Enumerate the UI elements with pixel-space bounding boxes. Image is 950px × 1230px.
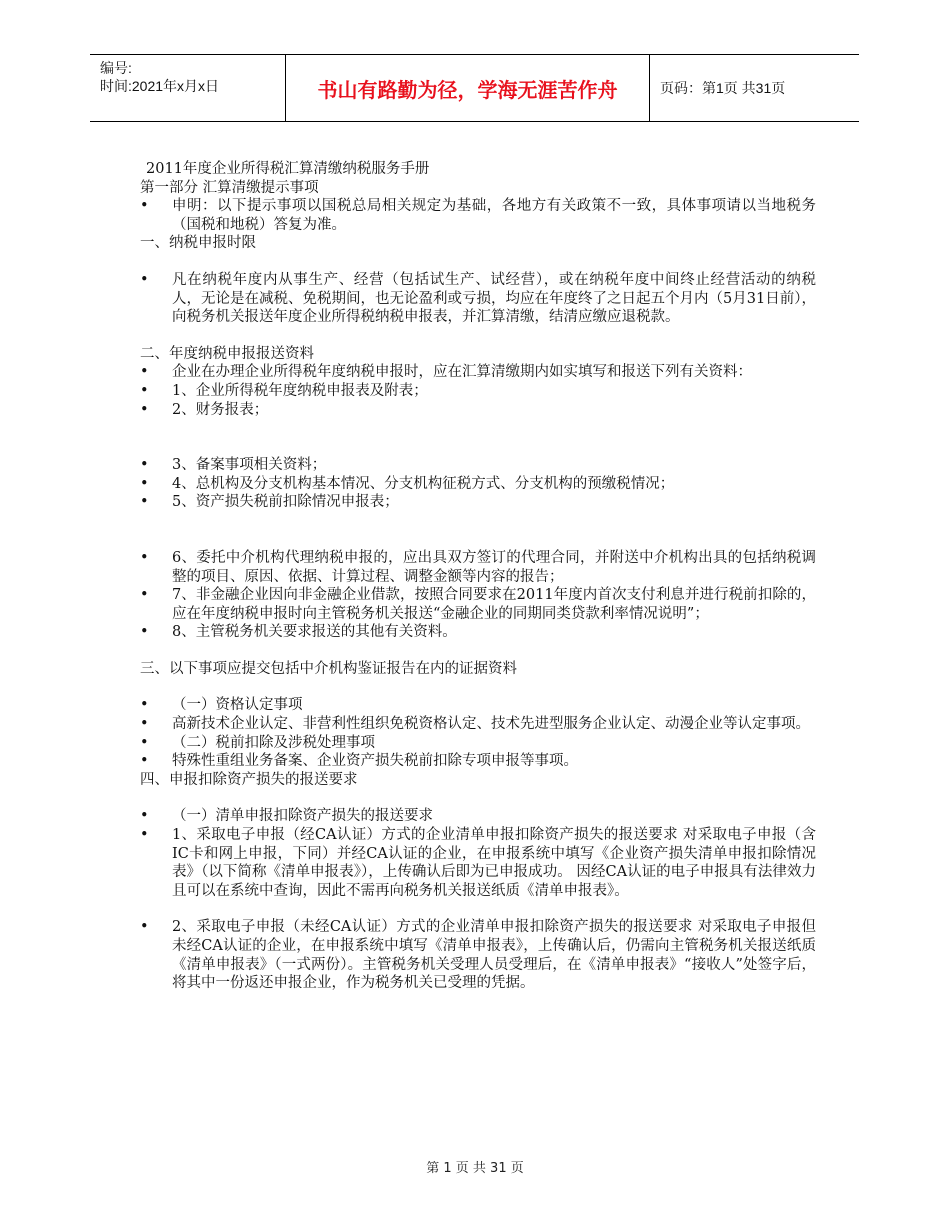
page-header bbox=[90, 54, 859, 122]
list-item: • 高新技术企业认定、非营利性组织免税资格认定、技术先进型服务企业认定、动漫企业等认定事项。 bbox=[140, 716, 810, 733]
list-item: • 特殊性重组业务备案、企业资产损失税前扣除专项申报等事项。 bbox=[140, 753, 578, 770]
bullet-icon: • bbox=[140, 808, 149, 825]
bullet-icon: • bbox=[140, 457, 149, 474]
bullet-icon: • bbox=[140, 753, 149, 770]
list-item: • 申明：以下提示事项以国税总局相关规定为基础，各地方有关政策不一致，具体事项请以当地税务（国税和地税）答复为准。 bbox=[140, 198, 816, 233]
time-label: 时间:2021年x月x日 bbox=[100, 78, 220, 94]
bullet-icon: • bbox=[140, 587, 149, 604]
document-body bbox=[140, 160, 816, 993]
bullet-icon: • bbox=[140, 382, 149, 399]
bullet-icon: • bbox=[140, 364, 149, 381]
header-motto: 书山有路勤为径，学海无涯苦作舟 bbox=[286, 55, 650, 121]
section-heading: 一、纳税申报时限 bbox=[140, 235, 256, 252]
section-heading: 三、以下事项应提交包括中介机构鉴证报告在内的证据资料 bbox=[140, 660, 517, 677]
bullet-icon: • bbox=[140, 475, 149, 492]
list-item: • 3、备案事项相关资料； bbox=[140, 457, 327, 474]
list-item: • 1、企业所得税年度纳税申报表及附表； bbox=[140, 382, 428, 399]
list-item: • 2、采取电子申报（未经CA认证）方式的企业清单申报扣除资产损失的报送要求 对采取电子申报但未经CA认证的企业，在申报系统中填写《清单申报表》，上传确认后，仍需向主管税务机关报送纸质《清单申报表》（一式两份）。主管税务机关受理人员受理后，在《清单申报表》“接收人”处签字后，将其中一份返还申报企业，作为税务机关已受理的凭据。 bbox=[140, 919, 816, 992]
section-heading: 二、年度纳税申报报送资料 bbox=[140, 345, 314, 362]
bullet-icon: • bbox=[140, 716, 149, 733]
bullet-icon: • bbox=[140, 734, 149, 751]
list-item: • 企业在办理企业所得税年度纳税申报时，应在汇算清缴期内如实填写和报送下列有关资料： bbox=[140, 364, 752, 381]
header-page-label: 页码：第1页 共31页 bbox=[660, 80, 786, 96]
bullet-icon: • bbox=[140, 549, 149, 566]
part-heading: 第一部分 汇算清缴提示事项 bbox=[140, 179, 319, 196]
bullet-icon: • bbox=[140, 624, 149, 641]
bullet-icon: • bbox=[140, 271, 149, 288]
bullet-icon: • bbox=[140, 827, 149, 844]
page-footer: 第 1 页 共 31 页 bbox=[426, 1161, 524, 1176]
header-meta bbox=[90, 55, 286, 121]
bullet-icon: • bbox=[140, 198, 149, 215]
document-title: 2011年度企业所得税汇算清缴纳税服务手册 bbox=[146, 161, 430, 177]
list-item: • （一）清单申报扣除资产损失的报送要求 bbox=[140, 808, 433, 825]
bullet-icon: • bbox=[140, 697, 149, 714]
bullet-icon: • bbox=[140, 494, 149, 511]
list-item: • 6、委托中介机构代理纳税申报的，应出具双方签订的代理合同，并附送中介机构出具的包括纳税调整的项目、原因、依据、计算过程、调整金额等内容的报告； bbox=[140, 549, 816, 585]
list-item: • （二）税前扣除及涉税处理事项 bbox=[140, 734, 375, 751]
number-label: 编号: bbox=[100, 60, 132, 76]
list-item: • 8、主管税务机关要求报送的其他有关资料。 bbox=[140, 624, 457, 641]
list-item: • 7、非金融企业因向非金融企业借款，按照合同要求在2011年度内首次支付利息并进行税前扣除的，应在年度纳税申报时向主管税务机关报送“金融企业的同期同类贷款利率情况说明”； bbox=[140, 587, 816, 622]
list-item: • 凡在纳税年度内从事生产、经营（包括试生产、试经营），或在纳税年度中间终止经营活动的纳税人，无论是在减税、免税期间，也无论盈利或亏损，均应在年度终了之日起五个月内（5月31日前），向税务机关报送年度企业所得税纳税申报表，并汇算清缴，结清应缴应退税款。 bbox=[140, 271, 816, 326]
section-heading: 四、申报扣除资产损失的报送要求 bbox=[140, 771, 358, 788]
bullet-icon: • bbox=[140, 401, 149, 418]
list-item: • （一）资格认定事项 bbox=[140, 697, 303, 714]
bullet-icon: • bbox=[140, 919, 149, 936]
list-item: • 4、总机构及分支机构基本情况、分支机构征税方式、分支机构的预缴税情况； bbox=[140, 475, 675, 492]
list-item: • 5、资产损失税前扣除情况申报表； bbox=[140, 494, 399, 511]
list-item: • 2、财务报表； bbox=[140, 401, 269, 418]
list-item: • 1、采取电子申报（经CA认证）方式的企业清单申报扣除资产损失的报送要求 对采取电子申报（含IC卡和网上申报，下同）并经CA认证的企业，在申报系统中填写《企业资产损失清单申报扣除情况表》（以下简称《清单申报表》），上传确认后即为已申报成功。 因经CA认证的电子申报具有法律效力且可以在系统中查询，因此不需再向税务机关报送纸质《清单申报表》。 bbox=[140, 827, 816, 899]
